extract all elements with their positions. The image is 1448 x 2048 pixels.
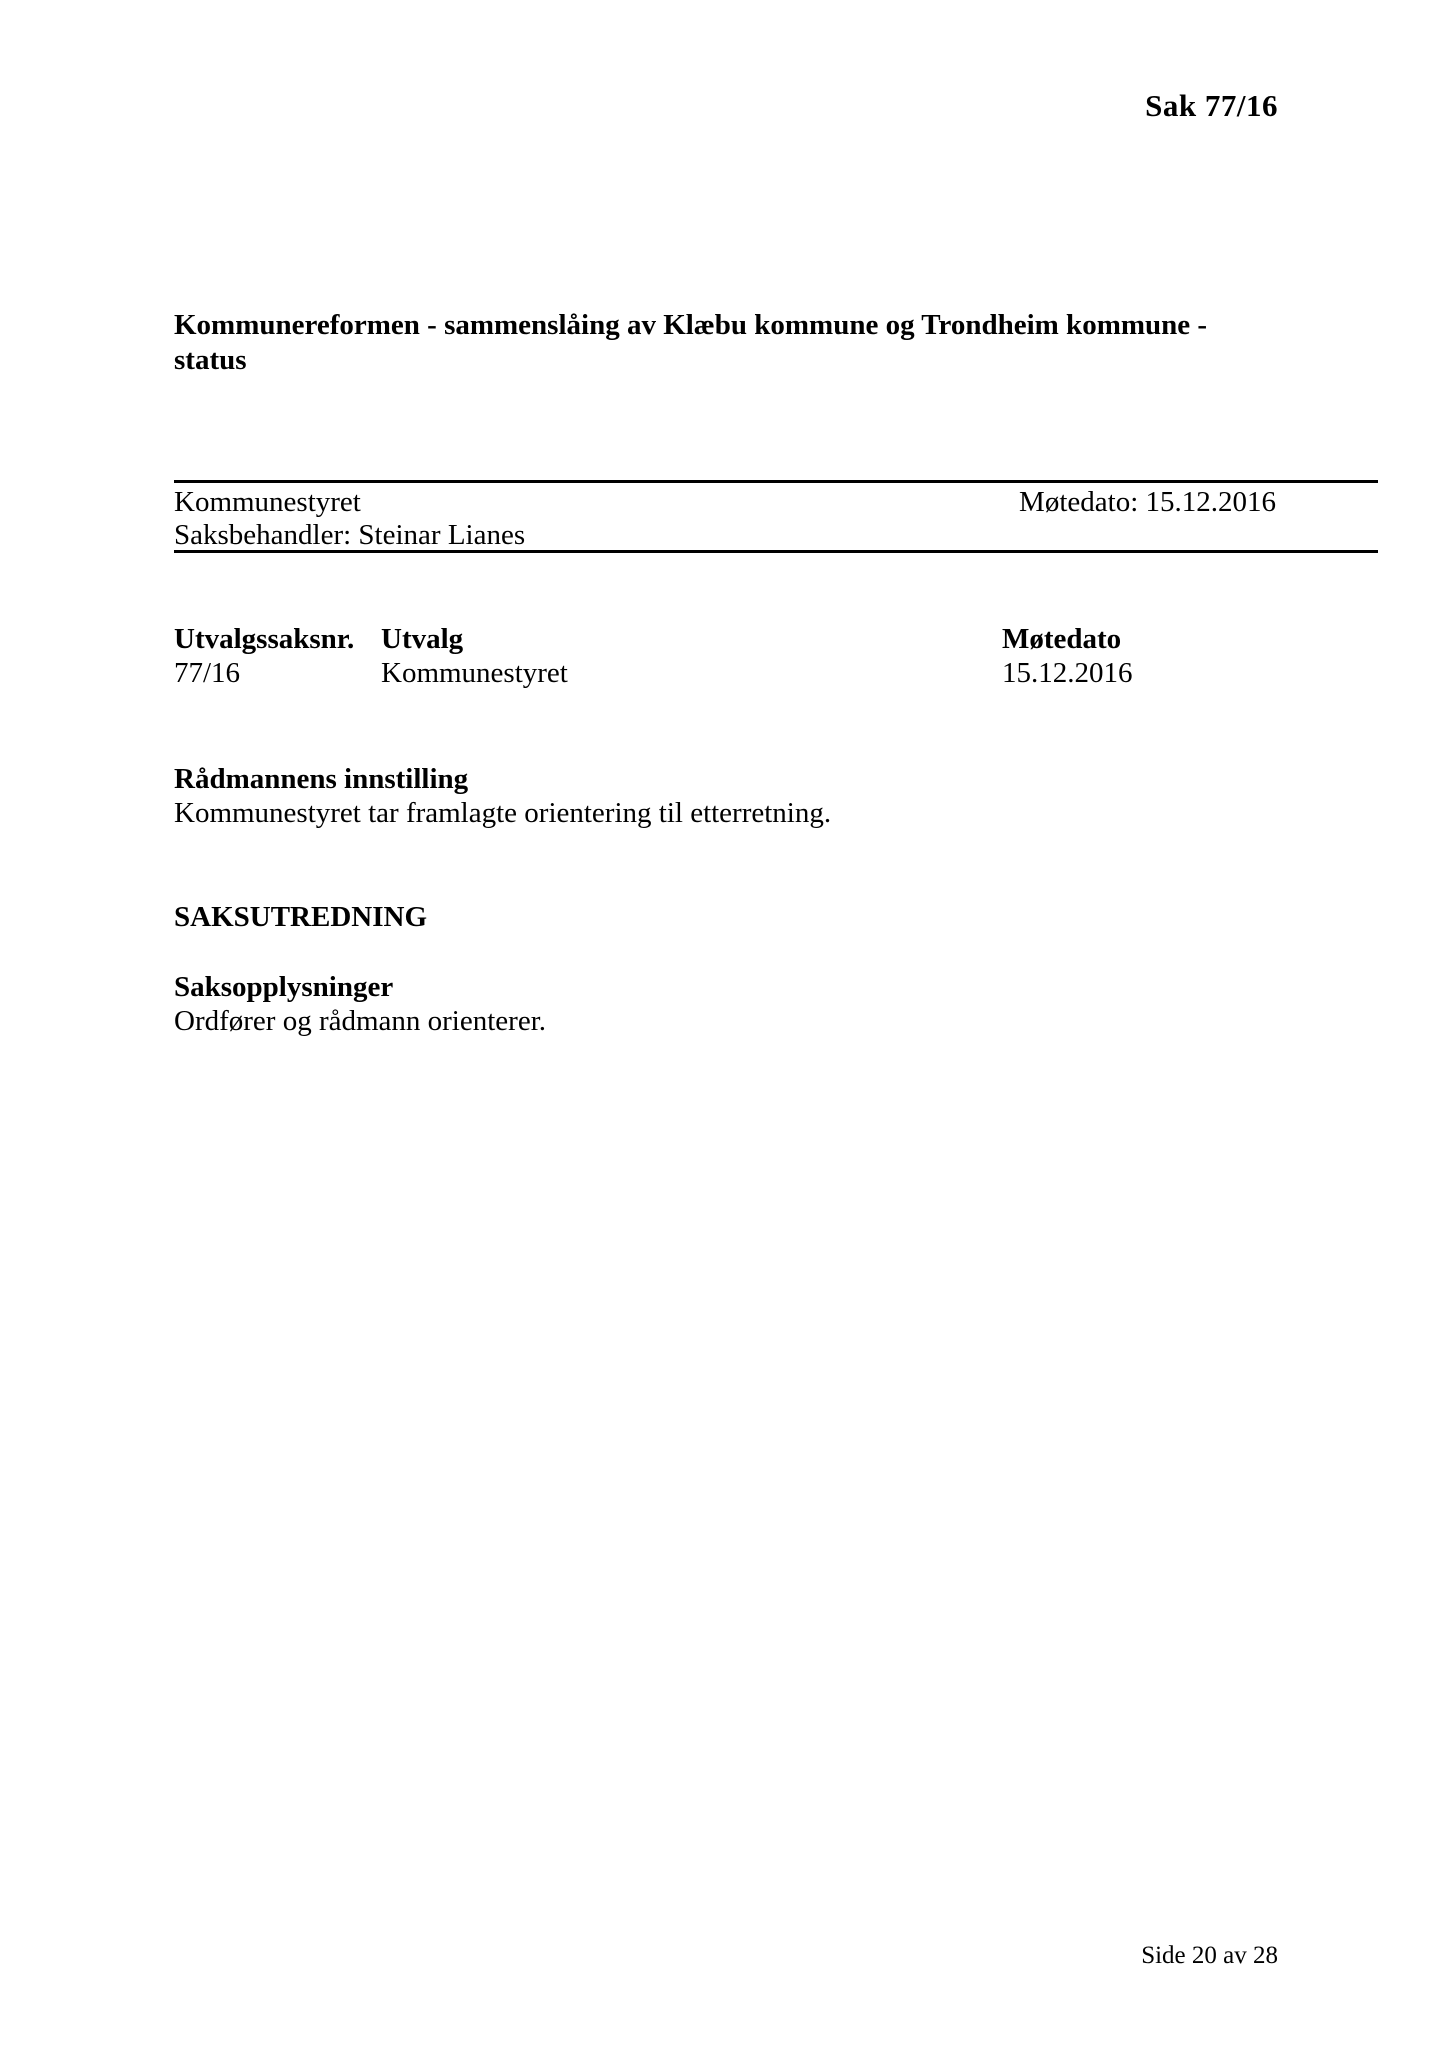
bottom-divider	[174, 550, 1378, 553]
table-cell-meeting-date: 15.12.2016	[1002, 657, 1133, 689]
report-heading: SAKSUTREDNING	[174, 901, 427, 933]
document-title: Kommunereformen - sammenslåing av Klæbu kommune og Trondheim kommune - status	[174, 309, 1208, 376]
table-cell-case-number: 77/16	[174, 657, 241, 689]
committee-name: Kommunestyret	[174, 486, 361, 518]
top-divider	[174, 480, 1378, 483]
table-header-case-number: Utvalgssaksnr.	[174, 623, 355, 655]
table-header-meeting-date: Møtedato	[1002, 623, 1122, 655]
table-cell-committee: Kommunestyret	[381, 657, 568, 689]
page-number: Side 20 av 28	[1141, 1942, 1278, 1969]
recommendation-heading: Rådmannens innstilling	[174, 763, 469, 795]
table-header-committee: Utvalg	[381, 623, 464, 655]
case-reference: Sak 77/16	[1145, 88, 1278, 123]
recommendation-text: Kommunestyret tar framlagte orientering til etterretning.	[174, 797, 832, 829]
meeting-date: Møtedato: 15.12.2016	[1019, 486, 1276, 518]
case-handler: Saksbehandler: Steinar Lianes	[174, 519, 526, 551]
information-heading: Saksopplysninger	[174, 971, 394, 1003]
information-text: Ordfører og rådmann orienterer.	[174, 1005, 547, 1037]
